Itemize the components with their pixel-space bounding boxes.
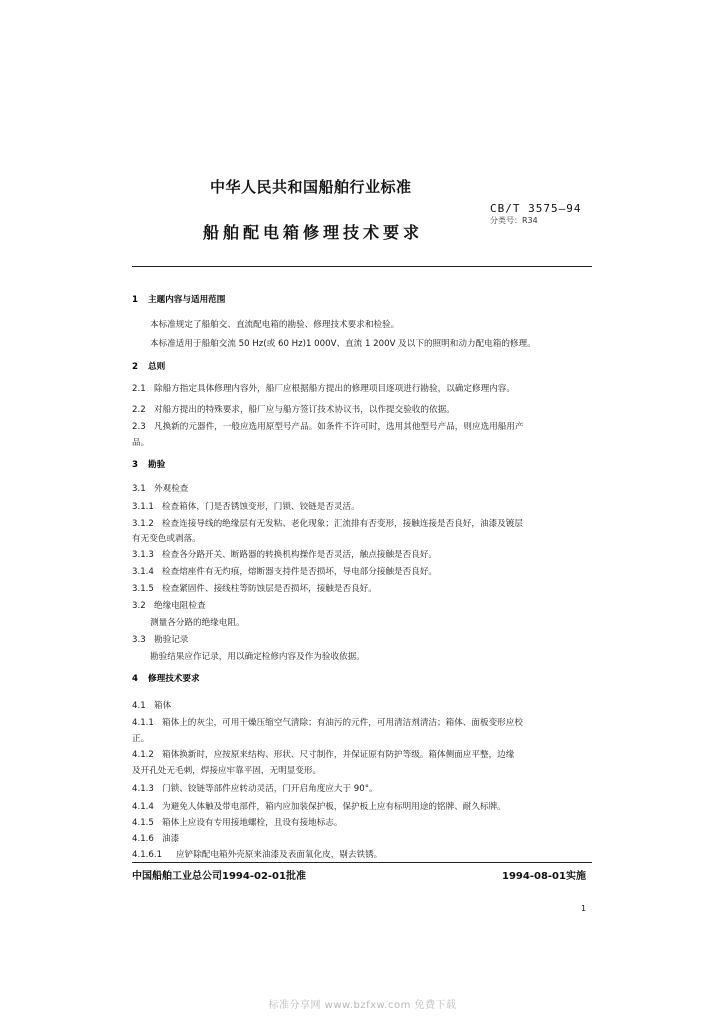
section-heading: 勘验 bbox=[148, 460, 166, 470]
clause-text: 应铲除配电箱外壳原来油漆及表面氧化皮，剔去铁锈。 bbox=[176, 850, 383, 860]
clause-number: 3.1.5 bbox=[132, 584, 154, 594]
clause-number: 3.1.3 bbox=[132, 550, 154, 560]
text-line bbox=[150, 617, 592, 629]
text-line bbox=[132, 383, 592, 395]
text-line bbox=[132, 294, 592, 306]
text-line bbox=[132, 717, 592, 729]
clause-number: 4.1.5 bbox=[132, 818, 154, 828]
text-line bbox=[132, 501, 592, 513]
clause-text: 有无变色或剥落。 bbox=[132, 534, 201, 544]
section-heading: 总则 bbox=[148, 362, 166, 372]
clause-text: 检查熔座件有无灼痕，熔断器支持件是否损坏，导电部分接触是否良好。 bbox=[162, 567, 438, 577]
section-heading: 外观检查 bbox=[154, 484, 189, 494]
clause-number: 3.1.1 bbox=[132, 502, 154, 512]
text-line bbox=[132, 833, 592, 845]
text-line bbox=[132, 765, 592, 777]
clause-text: 品。 bbox=[132, 438, 150, 448]
text-line bbox=[132, 459, 592, 471]
text-line bbox=[132, 583, 592, 595]
clause-number: 3 bbox=[132, 460, 138, 470]
clause-number: 3.1 bbox=[132, 484, 146, 494]
text-line bbox=[132, 483, 592, 495]
clause-text: 本标准适用于船舶交流 50 Hz(或 60 Hz)1 000V、直流 1 200V 及以下的照明和动力配电箱的修理。 bbox=[150, 339, 536, 349]
text-line bbox=[132, 518, 592, 530]
clause-text: 及开孔处无毛刺，焊接应牢靠平固，无明显变形。 bbox=[132, 766, 322, 776]
section-heading: 修理技术要求 bbox=[148, 674, 200, 684]
clause-text: 正。 bbox=[132, 734, 150, 744]
clause-text: 检查紧固件、接线柱等防蚀层是否损坏，接触是否良好。 bbox=[162, 584, 377, 594]
text-line bbox=[132, 404, 592, 416]
section-heading: 勘验记录 bbox=[154, 635, 189, 645]
standard-code: CB/T 3575—94 bbox=[490, 202, 582, 215]
text-line bbox=[132, 700, 592, 712]
text-line bbox=[132, 634, 592, 646]
clause-number: 2.2 bbox=[132, 405, 146, 415]
clause-text: 测量各分路的绝缘电阻。 bbox=[150, 618, 245, 628]
clause-text: 为避免人体触及带电部件，箱内应加装保护板，保护板上应有标明用途的铭牌、耐久标牌。 bbox=[162, 802, 506, 812]
section-heading: 绝缘电阻检查 bbox=[154, 601, 206, 611]
text-line bbox=[132, 733, 592, 745]
clause-number: 4.1.2 bbox=[132, 750, 154, 760]
text-line bbox=[132, 361, 592, 373]
clause-number: 4.1.6 bbox=[132, 834, 154, 844]
text-line bbox=[150, 338, 592, 350]
clause-text: 检查各分路开关、断路器的转换机构操作是否灵活，触点接触是否良好。 bbox=[162, 550, 438, 560]
text-line bbox=[132, 849, 592, 861]
text-line bbox=[132, 421, 592, 433]
clause-text: 凡换新的元器件，一般应选用原型号产品。如条件不许可时，选用其他型号产品，则应选用船用产 bbox=[154, 422, 524, 432]
clause-text: 对船方提出的特殊要求，船厂应与船方签订技术协议书，以作提交验收的依据。 bbox=[154, 405, 455, 415]
ministry-header: 中华人民共和国船舶行业标准 bbox=[210, 178, 412, 196]
clause-text: 检查连接导线的绝缘层有无发粘、老化现象；汇流排有否变形，接触连接是否良好，油漆及镀层 bbox=[162, 519, 523, 529]
text-line bbox=[132, 549, 592, 561]
clause-number: 4.1 bbox=[132, 701, 146, 711]
clause-number: 4.1.3 bbox=[132, 784, 154, 794]
clause-text: 箱体上应设有专用接地螺栓，且设有接地标志。 bbox=[162, 818, 343, 828]
effective-date: 1994-08-01实施 bbox=[502, 871, 586, 882]
text-line bbox=[132, 801, 592, 813]
text-line bbox=[132, 566, 592, 578]
approval-date: 中国船舶工业总公司1994-02-01批准 bbox=[132, 871, 306, 882]
section-heading: 油漆 bbox=[162, 834, 180, 844]
header-rule bbox=[132, 266, 592, 267]
clause-number: 3.1.2 bbox=[132, 519, 154, 529]
text-line bbox=[132, 749, 592, 761]
clause-number: 4.1.4 bbox=[132, 802, 154, 812]
footer-rule bbox=[132, 862, 592, 863]
text-line bbox=[150, 319, 592, 331]
clause-text: 本标准规定了船舶交、直流配电箱的勘验、修理技术要求和检验。 bbox=[150, 320, 400, 330]
clause-number: 4 bbox=[132, 674, 138, 684]
clause-text: 检查箱体，门是否锈蚀变形，门锁、铰链是否灵活。 bbox=[162, 502, 360, 512]
text-line bbox=[132, 533, 592, 545]
clause-number: 2 bbox=[132, 362, 138, 372]
clause-number: 4.1.1 bbox=[132, 718, 154, 728]
clause-number: 2.3 bbox=[132, 422, 146, 432]
text-line bbox=[132, 817, 592, 829]
clause-number: 3.3 bbox=[132, 635, 146, 645]
text-line bbox=[132, 783, 592, 795]
clause-text: 箱体换新时，应按原来结构、形状、尺寸制作，并保证原有防护等级。箱体侧面应平整，边缘 bbox=[162, 750, 515, 760]
clause-number: 2.1 bbox=[132, 384, 146, 394]
text-line bbox=[132, 437, 592, 449]
text-line bbox=[150, 651, 592, 663]
clause-number: 3.2 bbox=[132, 601, 146, 611]
clause-text: 门锁、铰链等部件应转动灵活，门开启角度应大于 90°。 bbox=[162, 784, 378, 794]
clause-number: 4.1.6.1 bbox=[132, 850, 163, 860]
text-line bbox=[132, 673, 592, 685]
clause-number: 3.1.4 bbox=[132, 567, 154, 577]
clause-text: 箱体上的灰尘，可用干燥压缩空气清除；有油污的元件，可用清洁剂清洁；箱体、面板变形应校 bbox=[162, 718, 523, 728]
watermark: 标准分享网 www.bzfxw.com 免费下载 bbox=[268, 1000, 457, 1011]
section-heading: 主题内容与适用范围 bbox=[148, 295, 226, 305]
document-title: 船舶配电箱修理技术要求 bbox=[203, 223, 424, 242]
page-number: 1 bbox=[581, 904, 587, 913]
clause-number: 1 bbox=[132, 295, 138, 305]
classification-number: 分类号：R34 bbox=[490, 216, 538, 225]
clause-text: 勘验结果应作记录，用以确定检修内容及作为验收依据。 bbox=[150, 652, 365, 662]
clause-text: 除船方指定具体修理内容外，船厂应根据船方提出的修理项目逐项进行勘验，以确定修理内容。 bbox=[154, 384, 515, 394]
text-line bbox=[132, 600, 592, 612]
section-heading: 箱体 bbox=[154, 701, 172, 711]
